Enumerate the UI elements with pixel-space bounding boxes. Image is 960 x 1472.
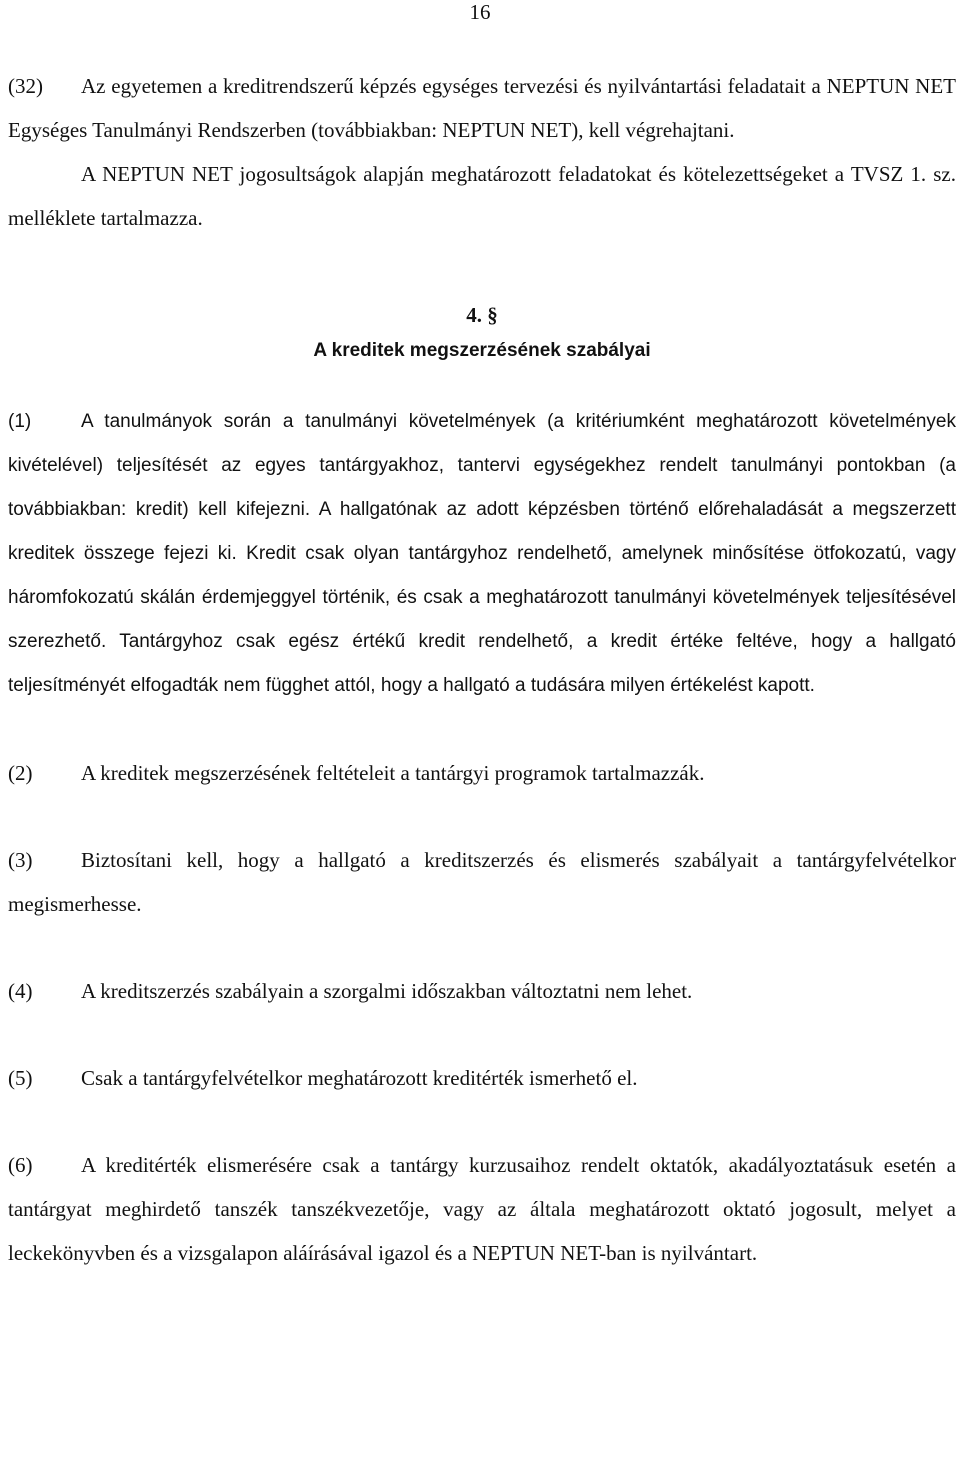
paragraph-text: A NEPTUN NET jogosultságok alapján meghatározott feladatokat és kötelezettségeket a TVSZ 1. sz. melléklete tartalmazza.: [8, 162, 956, 230]
section-number: 4. §: [466, 303, 498, 327]
paragraph-2: [8, 751, 956, 795]
paragraph-number: (6): [8, 1153, 33, 1177]
paragraph-text: Biztosítani kell, hogy a hallgató a kreditszerzés és elismerés szabályait a tantárgyfelvételkor megismerhesse.: [8, 848, 956, 916]
section-heading: [8, 297, 956, 369]
paragraph-text: A kreditek megszerzésének feltételeit a tantárgyi programok tartalmazzák.: [81, 761, 705, 785]
page-number: 16: [469, 0, 491, 24]
paragraph-text: Csak a tantárgyfelvételkor meghatározott kreditérték ismerhető el.: [81, 1066, 638, 1090]
paragraph-number: (32): [8, 74, 43, 98]
paragraph-text: A tanulmányok során a tanulmányi követelmények (a kritériumként meghatározott követelmények kivételével) teljesítését az egyes tantárgyakhoz, tantervi egységekhez rendelt tanulmányi pontokban (a továbbiakban: kredit) kell kifejezni. A hallgatónak az adott képzésben történő előrehaladását a megszerzett kreditek összege fejezi ki. Kredit csak olyan tantárgyhoz rendelhető, amelynek minősítése ötfokozatú, vagy háromfokozatú skálán érdemjeggyel történik, és csak a meghatározott tanulmányi követelmények teljesítésével szerezhető. Tantárgyhoz csak egész értékű kredit rendelhető, a kredit értéke feltéve, hogy a hallgató teljesítményét elfogadták nem függhet attól, hogy a hallgató a tudására milyen értékelést kapott.: [8, 411, 956, 696]
paragraph-1: [8, 400, 956, 708]
section-title: A kreditek megszerzésének szabályai: [313, 340, 651, 361]
paragraph-32: [8, 64, 956, 152]
paragraph-3: [8, 838, 956, 926]
paragraph-number: (5): [8, 1066, 33, 1090]
paragraph-number: (4): [8, 979, 33, 1003]
paragraph-text: A kreditszerzés szabályain a szorgalmi időszakban változtatni nem lehet.: [81, 979, 693, 1003]
paragraph-text: Az egyetemen a kreditrendszerű képzés egységes tervezési és nyilvántartási feladatait a NEPTUN NET Egységes Tanulmányi Rendszerben (továbbiakban: NEPTUN NET), kell végrehajtani.: [8, 74, 956, 142]
paragraph-number: (3): [8, 848, 33, 872]
document-body: [8, 64, 956, 1275]
paragraph-6: [8, 1143, 956, 1275]
paragraph-number: (2): [8, 761, 33, 785]
paragraph-number: (1): [8, 411, 32, 432]
paragraph-32-continuation: [8, 152, 956, 240]
paragraph-4: [8, 969, 956, 1013]
paragraph-5: [8, 1056, 956, 1100]
paragraph-text: A kreditérték elismerésére csak a tantárgy kurzusaihoz rendelt oktatók, akadályoztatásuk esetén a tantárgyat meghirdető tanszék tanszékvezetője, vagy az általa meghatározott oktató jogosult, melyet a leckekönyvben és a vizsgalapon aláírásával igazol és a NEPTUN NET-ban is nyilvántart.: [8, 1153, 956, 1265]
